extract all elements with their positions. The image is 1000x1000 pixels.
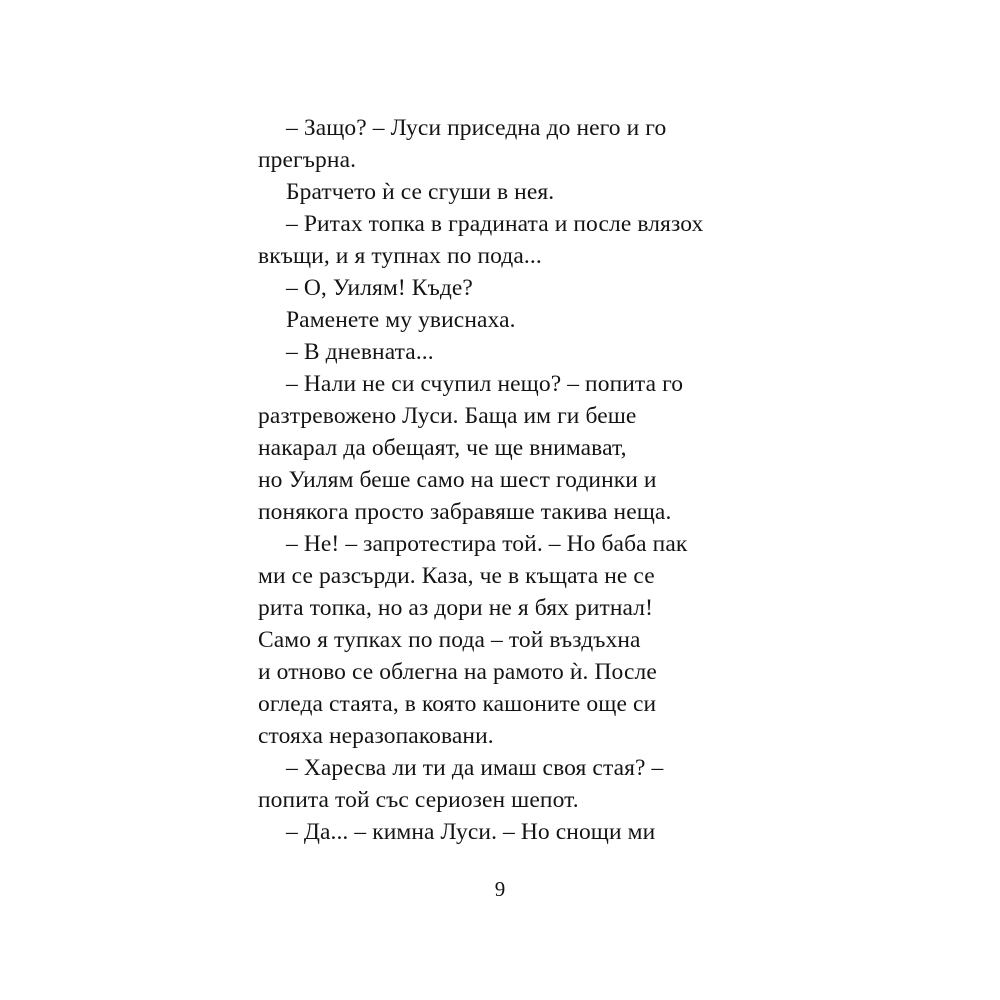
page-number: 9	[494, 877, 506, 901]
text-line: Раменете му увиснаха.	[286, 307, 516, 333]
text-line: – Ритах топка в градината и после влязох	[286, 211, 704, 237]
text-line: Само я тупках по пода – той въздъхна	[258, 627, 641, 653]
text-line: и отново се облегна на рамото ѝ. После	[258, 659, 657, 685]
text-line: ми се разсърди. Каза, че в къщата не се	[258, 563, 655, 589]
text-line: – Да... – кимна Луси. – Но снощи ми	[286, 819, 656, 845]
text-line: – О, Уилям! Къде?	[286, 275, 473, 301]
text-line: – Защо? – Луси приседна до него и го	[286, 115, 667, 141]
text-line: вкъщи, и я тупнах по пода...	[258, 243, 542, 269]
text-line: но Уилям беше само на шест годинки и	[258, 467, 657, 493]
text-line: – Харесва ли ти да имаш своя стая? –	[286, 755, 664, 781]
text-line: накарал да обещаят, че ще внимават,	[258, 435, 627, 461]
text-line: огледа стаята, в която кашоните още си	[258, 691, 657, 717]
text-line: – Нали не си счупил нещо? – попита го	[286, 371, 684, 397]
text-line: – В дневната...	[286, 339, 434, 365]
text-line: Братчето ѝ се сгуши в нея.	[286, 179, 555, 205]
text-line: понякога просто забравяше такива неща.	[258, 499, 672, 525]
body-text-block	[258, 112, 728, 848]
text-line: рита топка, но аз дори не я бях ритнал!	[258, 595, 654, 621]
text-line: – Не! – запротестира той. – Но баба пак	[286, 531, 688, 557]
text-line: разтревожено Луси. Баща им ги беше	[258, 403, 637, 429]
text-line: стояха неразопаковани.	[258, 723, 494, 749]
text-line: попита той със сериозен шепот.	[258, 787, 579, 813]
text-line: прегърна.	[258, 147, 357, 173]
